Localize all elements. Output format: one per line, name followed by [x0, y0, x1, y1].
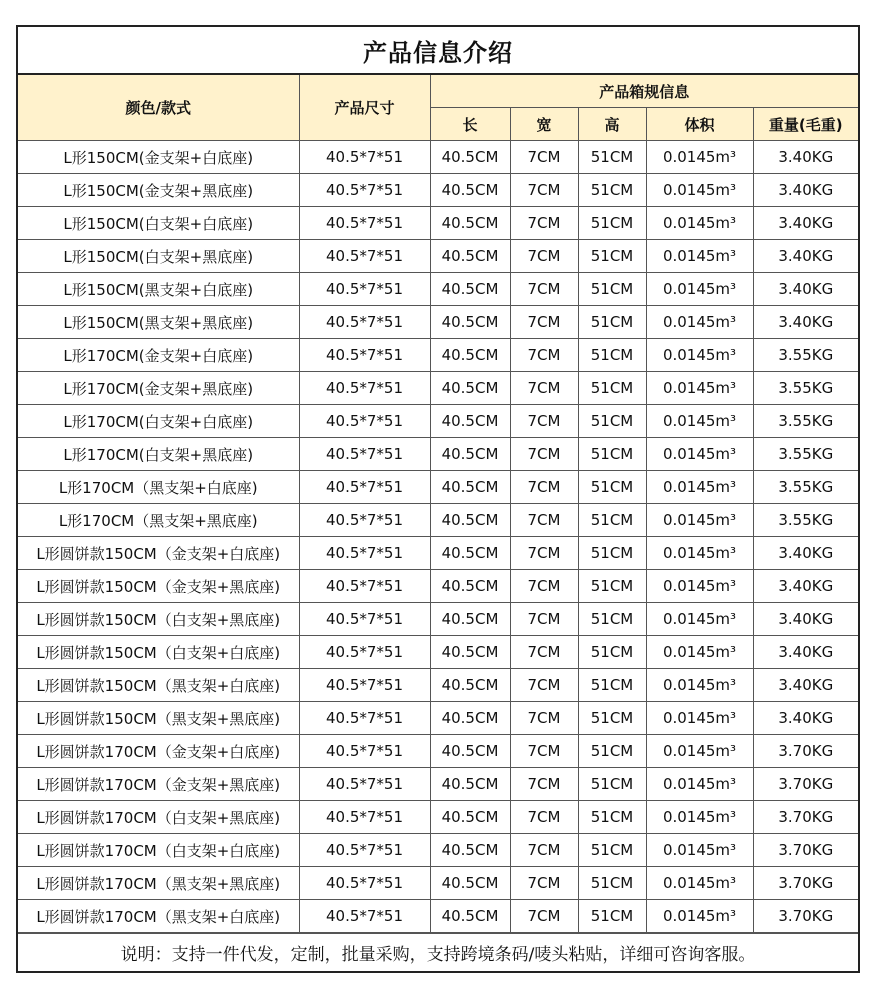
cell-color-style: L形150CM(黑支架+白底座)	[18, 273, 299, 306]
cell-width: 7CM	[510, 537, 578, 570]
cell-weight: 3.40KG	[753, 240, 858, 273]
cell-height: 51CM	[578, 207, 646, 240]
cell-width: 7CM	[510, 570, 578, 603]
table-row	[18, 570, 858, 603]
cell-product-size: 40.5*7*51	[299, 603, 430, 636]
cell-width: 7CM	[510, 834, 578, 867]
cell-volume: 0.0145m³	[646, 306, 753, 339]
cell-product-size: 40.5*7*51	[299, 867, 430, 900]
cell-color-style: L形150CM(金支架+黑底座)	[18, 174, 299, 207]
cell-width: 7CM	[510, 141, 578, 174]
cell-height: 51CM	[578, 669, 646, 702]
cell-weight: 3.55KG	[753, 405, 858, 438]
cell-width: 7CM	[510, 306, 578, 339]
cell-length: 40.5CM	[430, 636, 510, 669]
cell-length: 40.5CM	[430, 207, 510, 240]
cell-color-style: L形150CM(白支架+白底座)	[18, 207, 299, 240]
cell-weight: 3.55KG	[753, 471, 858, 504]
table-row	[18, 603, 858, 636]
cell-width: 7CM	[510, 867, 578, 900]
cell-width: 7CM	[510, 603, 578, 636]
footer-note: 说明：支持一件代发，定制，批量采购，支持跨境条码/唛头粘贴，详细可咨询客服。	[18, 933, 858, 970]
cell-volume: 0.0145m³	[646, 273, 753, 306]
cell-color-style: L形圆饼款170CM（黑支架+黑底座)	[18, 867, 299, 900]
cell-width: 7CM	[510, 372, 578, 405]
cell-length: 40.5CM	[430, 504, 510, 537]
cell-volume: 0.0145m³	[646, 603, 753, 636]
cell-height: 51CM	[578, 372, 646, 405]
cell-height: 51CM	[578, 306, 646, 339]
cell-product-size: 40.5*7*51	[299, 339, 430, 372]
table-row	[18, 438, 858, 471]
table-row	[18, 834, 858, 867]
cell-product-size: 40.5*7*51	[299, 207, 430, 240]
cell-weight: 3.70KG	[753, 867, 858, 900]
table-row	[18, 867, 858, 900]
cell-length: 40.5CM	[430, 603, 510, 636]
cell-product-size: 40.5*7*51	[299, 801, 430, 834]
table-row	[18, 669, 858, 702]
cell-color-style: L形圆饼款150CM（白支架+黑底座)	[18, 603, 299, 636]
cell-product-size: 40.5*7*51	[299, 273, 430, 306]
cell-weight: 3.70KG	[753, 768, 858, 801]
cell-volume: 0.0145m³	[646, 174, 753, 207]
table-row	[18, 339, 858, 372]
cell-weight: 3.70KG	[753, 834, 858, 867]
cell-product-size: 40.5*7*51	[299, 372, 430, 405]
cell-volume: 0.0145m³	[646, 735, 753, 768]
cell-width: 7CM	[510, 702, 578, 735]
cell-height: 51CM	[578, 141, 646, 174]
table-row	[18, 900, 858, 933]
cell-width: 7CM	[510, 669, 578, 702]
cell-volume: 0.0145m³	[646, 405, 753, 438]
cell-width: 7CM	[510, 339, 578, 372]
cell-product-size: 40.5*7*51	[299, 240, 430, 273]
cell-weight: 3.40KG	[753, 141, 858, 174]
cell-width: 7CM	[510, 504, 578, 537]
cell-color-style: L形150CM(金支架+白底座)	[18, 141, 299, 174]
cell-height: 51CM	[578, 339, 646, 372]
cell-height: 51CM	[578, 471, 646, 504]
cell-color-style: L形圆饼款170CM（白支架+白底座)	[18, 834, 299, 867]
table-row	[18, 735, 858, 768]
table-header	[18, 75, 858, 141]
table-row	[18, 636, 858, 669]
cell-height: 51CM	[578, 438, 646, 471]
table-row	[18, 405, 858, 438]
product-table	[18, 75, 858, 933]
cell-length: 40.5CM	[430, 768, 510, 801]
cell-product-size: 40.5*7*51	[299, 504, 430, 537]
cell-weight: 3.40KG	[753, 570, 858, 603]
cell-width: 7CM	[510, 768, 578, 801]
cell-product-size: 40.5*7*51	[299, 537, 430, 570]
cell-height: 51CM	[578, 603, 646, 636]
cell-volume: 0.0145m³	[646, 438, 753, 471]
cell-weight: 3.40KG	[753, 537, 858, 570]
cell-length: 40.5CM	[430, 273, 510, 306]
cell-weight: 3.55KG	[753, 339, 858, 372]
cell-weight: 3.40KG	[753, 702, 858, 735]
cell-product-size: 40.5*7*51	[299, 570, 430, 603]
cell-color-style: L形170CM(白支架+黑底座)	[18, 438, 299, 471]
cell-length: 40.5CM	[430, 141, 510, 174]
cell-weight: 3.55KG	[753, 438, 858, 471]
cell-length: 40.5CM	[430, 669, 510, 702]
cell-product-size: 40.5*7*51	[299, 669, 430, 702]
cell-volume: 0.0145m³	[646, 900, 753, 933]
cell-volume: 0.0145m³	[646, 867, 753, 900]
cell-product-size: 40.5*7*51	[299, 834, 430, 867]
header-box-info: 产品箱规信息	[430, 75, 858, 108]
cell-width: 7CM	[510, 471, 578, 504]
cell-product-size: 40.5*7*51	[299, 900, 430, 933]
cell-length: 40.5CM	[430, 372, 510, 405]
cell-color-style: L形圆饼款150CM（黑支架+白底座)	[18, 669, 299, 702]
cell-volume: 0.0145m³	[646, 141, 753, 174]
cell-height: 51CM	[578, 834, 646, 867]
cell-length: 40.5CM	[430, 801, 510, 834]
cell-volume: 0.0145m³	[646, 636, 753, 669]
cell-color-style: L形170CM(金支架+白底座)	[18, 339, 299, 372]
cell-width: 7CM	[510, 207, 578, 240]
cell-product-size: 40.5*7*51	[299, 702, 430, 735]
cell-volume: 0.0145m³	[646, 504, 753, 537]
cell-height: 51CM	[578, 768, 646, 801]
cell-weight: 3.40KG	[753, 273, 858, 306]
cell-height: 51CM	[578, 702, 646, 735]
cell-width: 7CM	[510, 240, 578, 273]
table-row	[18, 768, 858, 801]
cell-height: 51CM	[578, 504, 646, 537]
cell-length: 40.5CM	[430, 537, 510, 570]
cell-width: 7CM	[510, 273, 578, 306]
table-row	[18, 471, 858, 504]
cell-volume: 0.0145m³	[646, 372, 753, 405]
cell-volume: 0.0145m³	[646, 834, 753, 867]
cell-weight: 3.70KG	[753, 735, 858, 768]
cell-height: 51CM	[578, 636, 646, 669]
cell-volume: 0.0145m³	[646, 339, 753, 372]
cell-product-size: 40.5*7*51	[299, 471, 430, 504]
cell-weight: 3.55KG	[753, 504, 858, 537]
cell-volume: 0.0145m³	[646, 471, 753, 504]
cell-color-style: L形圆饼款170CM（金支架+黑底座)	[18, 768, 299, 801]
cell-length: 40.5CM	[430, 834, 510, 867]
cell-weight: 3.40KG	[753, 636, 858, 669]
header-width: 宽	[510, 108, 578, 141]
table-row	[18, 240, 858, 273]
cell-color-style: L形150CM(黑支架+黑底座)	[18, 306, 299, 339]
cell-volume: 0.0145m³	[646, 801, 753, 834]
cell-volume: 0.0145m³	[646, 537, 753, 570]
cell-product-size: 40.5*7*51	[299, 438, 430, 471]
header-length: 长	[430, 108, 510, 141]
cell-color-style: L形圆饼款150CM（金支架+黑底座)	[18, 570, 299, 603]
cell-length: 40.5CM	[430, 339, 510, 372]
table-row	[18, 537, 858, 570]
cell-product-size: 40.5*7*51	[299, 306, 430, 339]
cell-height: 51CM	[578, 570, 646, 603]
cell-length: 40.5CM	[430, 735, 510, 768]
cell-product-size: 40.5*7*51	[299, 768, 430, 801]
cell-length: 40.5CM	[430, 570, 510, 603]
cell-length: 40.5CM	[430, 900, 510, 933]
cell-color-style: L形170CM(金支架+黑底座)	[18, 372, 299, 405]
cell-volume: 0.0145m³	[646, 240, 753, 273]
product-info-sheet	[16, 25, 860, 973]
cell-width: 7CM	[510, 438, 578, 471]
cell-weight: 3.40KG	[753, 603, 858, 636]
table-row	[18, 801, 858, 834]
cell-weight: 3.70KG	[753, 801, 858, 834]
cell-length: 40.5CM	[430, 702, 510, 735]
cell-height: 51CM	[578, 405, 646, 438]
cell-color-style: L形圆饼款150CM（黑支架+黑底座)	[18, 702, 299, 735]
sheet-title: 产品信息介绍	[18, 27, 858, 75]
cell-width: 7CM	[510, 174, 578, 207]
cell-color-style: L形170CM(白支架+白底座)	[18, 405, 299, 438]
cell-height: 51CM	[578, 537, 646, 570]
header-color-style: 颜色/款式	[18, 75, 299, 141]
cell-width: 7CM	[510, 405, 578, 438]
header-product-size: 产品尺寸	[299, 75, 430, 141]
cell-width: 7CM	[510, 801, 578, 834]
cell-weight: 3.70KG	[753, 900, 858, 933]
cell-height: 51CM	[578, 240, 646, 273]
cell-color-style: L形150CM(白支架+黑底座)	[18, 240, 299, 273]
cell-height: 51CM	[578, 273, 646, 306]
cell-product-size: 40.5*7*51	[299, 405, 430, 438]
cell-weight: 3.40KG	[753, 306, 858, 339]
table-row	[18, 306, 858, 339]
cell-height: 51CM	[578, 174, 646, 207]
table-body	[18, 141, 858, 933]
table-row	[18, 372, 858, 405]
cell-length: 40.5CM	[430, 438, 510, 471]
cell-height: 51CM	[578, 867, 646, 900]
cell-length: 40.5CM	[430, 405, 510, 438]
table-row	[18, 702, 858, 735]
table-row	[18, 273, 858, 306]
cell-weight: 3.40KG	[753, 669, 858, 702]
header-weight: 重量(毛重)	[753, 108, 858, 141]
cell-weight: 3.40KG	[753, 174, 858, 207]
table-row	[18, 207, 858, 240]
cell-volume: 0.0145m³	[646, 570, 753, 603]
cell-product-size: 40.5*7*51	[299, 174, 430, 207]
cell-length: 40.5CM	[430, 174, 510, 207]
cell-color-style: L形圆饼款150CM（金支架+白底座)	[18, 537, 299, 570]
cell-width: 7CM	[510, 735, 578, 768]
cell-volume: 0.0145m³	[646, 207, 753, 240]
cell-height: 51CM	[578, 900, 646, 933]
header-volume: 体积	[646, 108, 753, 141]
cell-color-style: L形圆饼款170CM（白支架+黑底座)	[18, 801, 299, 834]
cell-height: 51CM	[578, 801, 646, 834]
cell-width: 7CM	[510, 900, 578, 933]
cell-volume: 0.0145m³	[646, 768, 753, 801]
cell-product-size: 40.5*7*51	[299, 636, 430, 669]
cell-product-size: 40.5*7*51	[299, 141, 430, 174]
cell-volume: 0.0145m³	[646, 702, 753, 735]
cell-volume: 0.0145m³	[646, 669, 753, 702]
cell-product-size: 40.5*7*51	[299, 735, 430, 768]
table-row	[18, 141, 858, 174]
cell-length: 40.5CM	[430, 240, 510, 273]
cell-weight: 3.55KG	[753, 372, 858, 405]
cell-color-style: L形圆饼款150CM（白支架+白底座)	[18, 636, 299, 669]
header-height: 高	[578, 108, 646, 141]
cell-length: 40.5CM	[430, 306, 510, 339]
cell-weight: 3.40KG	[753, 207, 858, 240]
cell-color-style: L形圆饼款170CM（黑支架+白底座)	[18, 900, 299, 933]
table-row	[18, 174, 858, 207]
cell-height: 51CM	[578, 735, 646, 768]
cell-color-style: L形170CM（黑支架+白底座)	[18, 471, 299, 504]
cell-color-style: L形170CM（黑支架+黑底座)	[18, 504, 299, 537]
cell-width: 7CM	[510, 636, 578, 669]
cell-length: 40.5CM	[430, 471, 510, 504]
cell-color-style: L形圆饼款170CM（金支架+白底座)	[18, 735, 299, 768]
table-row	[18, 504, 858, 537]
cell-length: 40.5CM	[430, 867, 510, 900]
